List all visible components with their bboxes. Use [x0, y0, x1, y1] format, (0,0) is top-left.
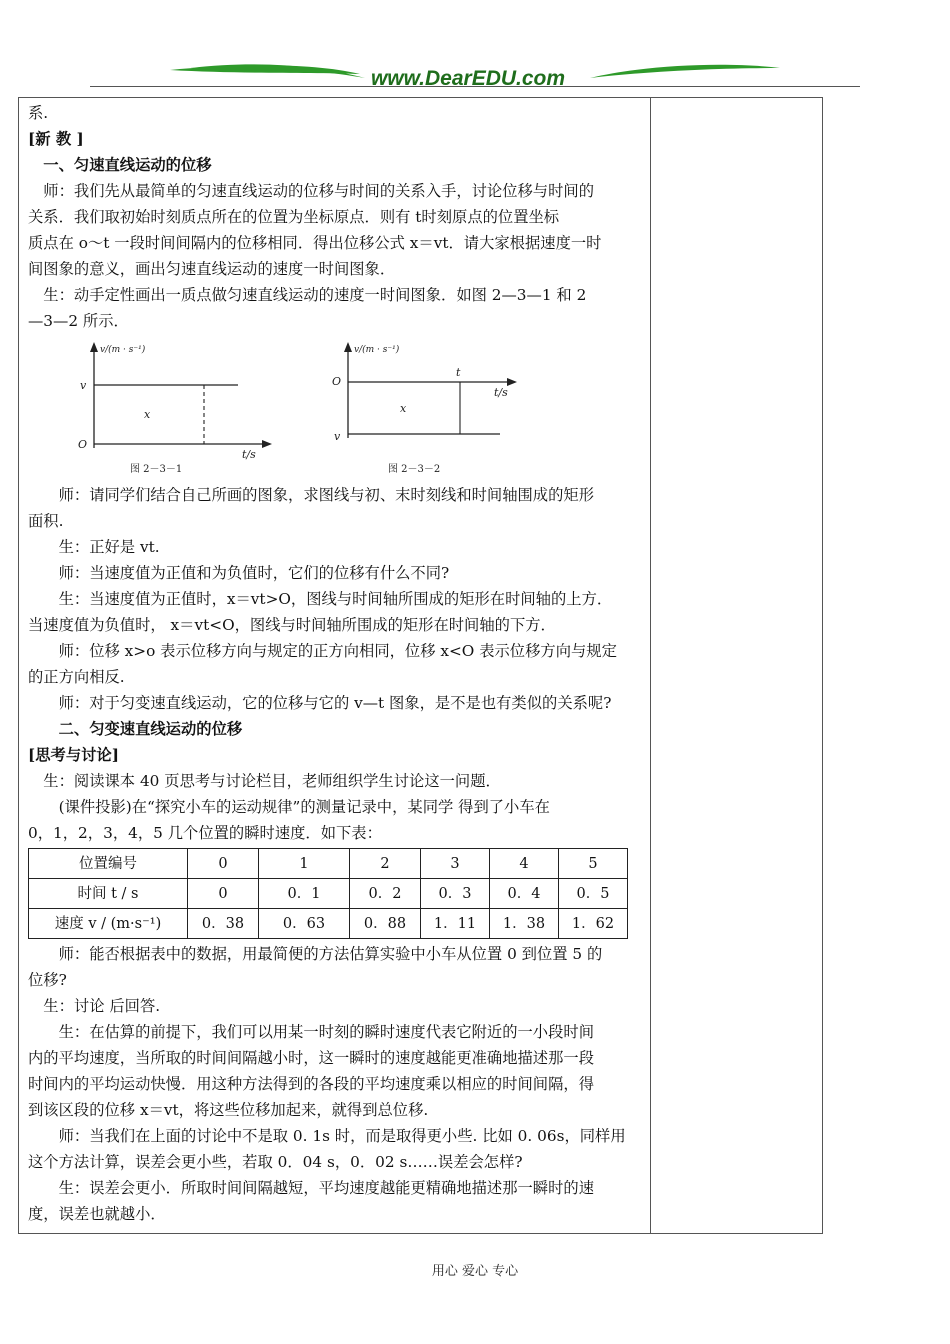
paragraph: 位移? [28, 971, 67, 989]
paragraph: 面积. [28, 512, 64, 530]
paragraph: 时间内的平均运动快慢．用这种方法得到的各段的平均速度乘以相应的时间间隔，得 [28, 1075, 594, 1093]
paragraph: 的正方向相反. [28, 668, 125, 686]
paragraph: 0，1，2，3，4，5 几个位置的瞬时速度．如下表： [28, 824, 382, 842]
table-cell: 4 [490, 849, 559, 879]
paragraph: 这个方法计算，误差会更小些，若取 0．04 s，0．02 s……误差会怎样? [28, 1153, 523, 1171]
header-rule [90, 86, 860, 87]
table-cell: 0．63 [259, 909, 350, 939]
right-column-divider [650, 97, 651, 1234]
table-cell: 速度 v / (m·s⁻¹) [29, 909, 188, 939]
fig1-v-label: v [80, 379, 87, 392]
fig1-caption: 图 2－3－1 [130, 464, 183, 475]
vt-figures [28, 338, 644, 478]
fig2-t-axis-arrow [507, 378, 517, 386]
paragraph: 师：当我们在上面的讨论中不是取 0. 1s 时，而是取得更小些. 比如 0. 06s，同样用 [58, 1127, 626, 1145]
heading-accelerated-motion: 二、匀变速直线运动的位移 [58, 720, 243, 738]
paragraph: 关系．我们取初始时刻质点所在的位置为坐标原点．则有 t时刻原点的位置坐标 [28, 208, 560, 226]
header-banner [170, 60, 780, 92]
fig2-origin-label: O [332, 375, 342, 388]
table-cell: 0．88 [350, 909, 421, 939]
fig2-x-label: x [400, 402, 407, 415]
paragraph: 生：动手定性画出一质点做匀速直线运动的速度一时间图象．如图 2—3—1 和 2 [43, 286, 587, 304]
table-row [29, 879, 628, 909]
text-line: 系. [28, 104, 49, 122]
paragraph: 师：能否根据表中的数据，用最简便的方法估算实验中小车从位置 0 到位置 5 的 [58, 945, 603, 963]
table-cell: 1 [259, 849, 350, 879]
fig1-t-axis-arrow [262, 440, 272, 448]
paragraph: 当速度值为负值时， x＝vt<O，图线与时间轴所围成的矩形在时间轴的下方． [28, 616, 556, 634]
table-cell: 时间 t / s [29, 879, 188, 909]
paragraph: 生：讨论 后回答. [43, 997, 161, 1015]
fig2-t-axis-label: t/s [494, 386, 508, 399]
table-cell: 5 [559, 849, 628, 879]
paragraph: 师：当速度值为正值和为负值时，它们的位移有什么不同? [58, 564, 450, 582]
paragraph: 生：误差会更小．所取时间间隔越短，平均速度越能更精确地描述那一瞬时的速 [58, 1179, 594, 1197]
table-cell: 0．5 [559, 879, 628, 909]
table-cell: 0．38 [188, 909, 259, 939]
paragraph: 师：我们先从最简单的匀速直线运动的位移与时间的关系入手，讨论位移与时间的 [43, 182, 594, 200]
table-cell: 0 [188, 849, 259, 879]
lesson-content [28, 100, 644, 1227]
fig1-origin-label: O [78, 438, 88, 451]
table-cell: 位置编号 [29, 849, 188, 879]
fig1-t-axis-label: t/s [242, 448, 256, 461]
fig2-v-label: v [334, 430, 341, 443]
table-cell: 0 [188, 879, 259, 909]
table-cell: 0．3 [421, 879, 490, 909]
paragraph: 生：正好是 vt. [58, 538, 160, 556]
figure-2-3-2 [332, 342, 517, 475]
table-row [29, 909, 628, 939]
section-heading-think: [思考与讨论] [28, 746, 119, 764]
paragraph: (课件投影)在“探究小车的运动规律”的测量记录中，某同学 得到了小车在 [58, 798, 550, 816]
fig2-y-axis-label: v/(m · s⁻¹) [354, 345, 400, 355]
paragraph: 间图象的意义，画出匀速直线运动的速度一时间图象． [28, 260, 396, 278]
paragraph: 度，误差也就越小． [28, 1205, 166, 1223]
fig2-caption: 图 2－3－2 [388, 464, 441, 475]
page-footer: 用心 爱心 专心 [431, 1264, 519, 1279]
table-cell: 0．4 [490, 879, 559, 909]
banner-right-swoosh [590, 65, 780, 78]
section-heading-new: [新 教 ] [28, 130, 84, 148]
table-cell: 1．11 [421, 909, 490, 939]
fig1-y-axis-label: v/(m · s⁻¹) [100, 345, 146, 355]
table-cell: 3 [421, 849, 490, 879]
fig2-v-axis-arrow [344, 342, 352, 352]
table-row [29, 849, 628, 879]
table-cell: 0．2 [350, 879, 421, 909]
fig1-v-axis-arrow [90, 342, 98, 352]
paragraph: 师：对于匀变速直线运动，它的位移与它的 v—t 图象，是不是也有类似的关系呢? [58, 694, 612, 712]
site-logo-text: www.DearEDU.com [370, 67, 566, 90]
table-cell: 1．38 [490, 909, 559, 939]
table-cell: 1．62 [559, 909, 628, 939]
paragraph: 内的平均速度，当所取的时间间隔越小时，这一瞬时的速度越能更准确地描述那一段 [28, 1049, 594, 1067]
velocity-data-table [28, 848, 628, 939]
paragraph: —3—2 所示． [28, 312, 129, 330]
paragraph: 生：阅读课本 40 页思考与讨论栏目，老师组织学生讨论这一问题． [43, 772, 501, 790]
paragraph: 师：位移 x>o 表示位移方向与规定的正方向相同，位移 x<O 表示位移方向与规定 [58, 642, 617, 660]
table-cell: 0．1 [259, 879, 350, 909]
paragraph: 质点在 o～t 一段时间间隔内的位移相同．得出位移公式 x＝vt．请大家根据速度一时 [28, 234, 602, 252]
figure-2-3-1 [78, 342, 272, 475]
paragraph: 生：在估算的前提下，我们可以用某一时刻的瞬时速度代表它附近的一小段时间 [58, 1023, 594, 1041]
paragraph: 到该区段的位移 x＝vt，将这些位移加起来，就得到总位移. [28, 1101, 429, 1119]
vt-graphs [58, 338, 558, 478]
fig1-x-label: x [144, 408, 151, 421]
fig2-t-label: t [456, 366, 461, 379]
table-cell: 2 [350, 849, 421, 879]
paragraph: 生：当速度值为正值时，x＝vt>O，图线与时间轴所围成的矩形在时间轴的上方． [58, 590, 613, 608]
paragraph: 师：请同学们结合自己所画的图象，求图线与初、末时刻线和时间轴围成的矩形 [58, 486, 594, 504]
heading-uniform-motion: 一、匀速直线运动的位移 [43, 156, 212, 174]
